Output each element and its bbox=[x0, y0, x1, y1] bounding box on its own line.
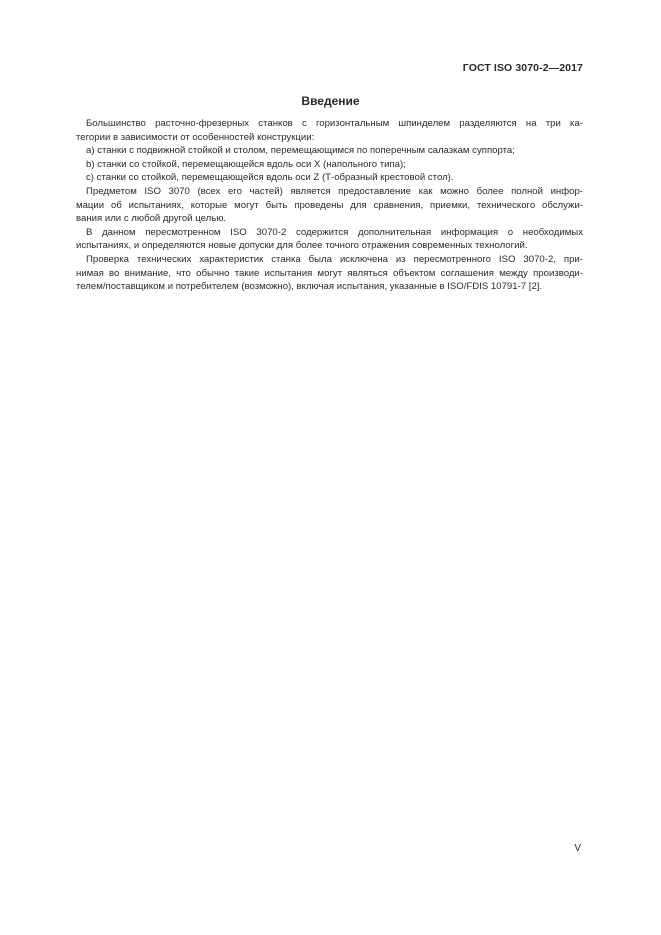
text-line: тегории в зависимости от особенностей конструкции: bbox=[76, 131, 315, 143]
text-line: телем/поставщиком и потребителем (возможно), включая испытания, указанные в ISO/FDIS 10791-7 [2]. bbox=[76, 281, 543, 293]
text-line: Предметом ISO 3070 (всех его частей) является предоставление как можно более полной инфор- bbox=[86, 185, 583, 197]
text-line: испытаниях, и определяются новые допуски для более точного отражения современных технологий. bbox=[76, 240, 528, 252]
text-line: мации об испытаниях, которые могут быть проведены для сравнения, приемки, технического обслужи- bbox=[76, 199, 583, 211]
text-line: c) станки со стойкой, перемещающейся вдоль оси Z (Т-образный крестовой стол). bbox=[86, 172, 454, 184]
text-line: нимая во внимание, что обычно такие испытания могут являться объектом соглашения между производи- bbox=[76, 267, 583, 279]
text-line: Проверка технических характеристик станка была исключена из пересмотренного ISO 3070-2, при- bbox=[86, 253, 583, 265]
text-line: вания или с любой другой целью. bbox=[76, 213, 227, 225]
document-code-header: ГОСТ ISO 3070-2—2017 bbox=[462, 62, 583, 74]
introduction-body bbox=[76, 117, 583, 294]
text-line: Большинство расточно-фрезерных станков с горизонтальным шпинделем разделяются на три ка- bbox=[86, 118, 583, 129]
section-title: Введение bbox=[301, 94, 360, 108]
page-number: V bbox=[574, 843, 581, 854]
text-line: b) станки со стойкой, перемещающейся вдоль оси X (напольного типа); bbox=[86, 158, 406, 170]
text-line: a) станки с подвижной стойкой и столом, перемещающимся по поперечным салазкам суппорта; bbox=[86, 145, 515, 157]
text-line: В данном пересмотренном ISO 3070-2 содержится дополнительная информация о необходимых bbox=[86, 226, 583, 238]
